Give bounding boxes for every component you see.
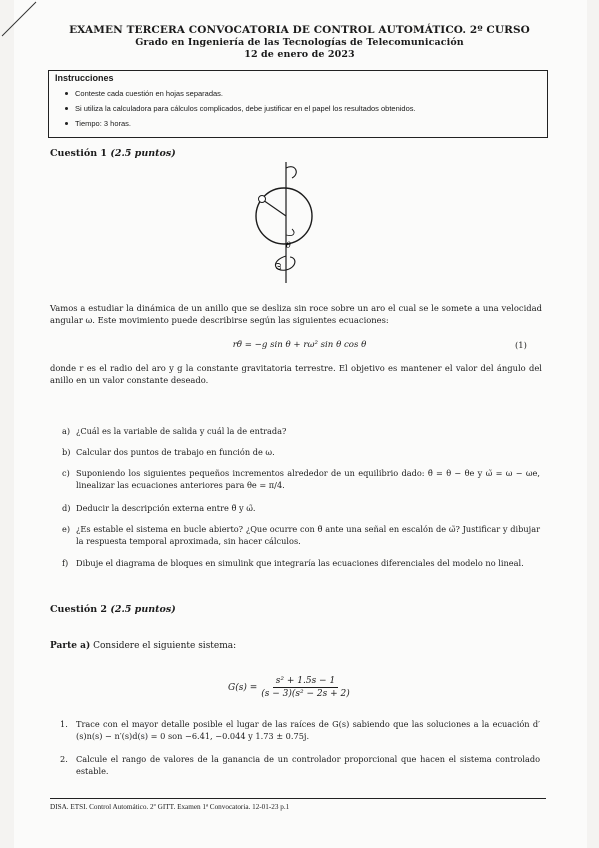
footer-divider [50, 798, 546, 799]
question-1-item [62, 446, 540, 458]
item-text: Calcule el rango de valores de la ganancia de un controlador proporcional que hacen el sistema controlado estable. [76, 754, 540, 776]
question-2-item [60, 753, 540, 777]
instruction-item: Si utiliza la calculadora para cálculos complicados, debe justificar en el papel los resultados obtenidos. [55, 104, 541, 113]
item-text: Deducir la descripción externa entre θ̃ y ω̃. [76, 503, 256, 513]
hoop-figure [236, 160, 336, 285]
tf-fraction [261, 676, 349, 699]
question-1-item [62, 557, 540, 569]
question-1-context: donde r es el radio del aro y g la constante gravitatoria terrestre. El objetivo es mantener el valor del ángulo del anillo en un valor constante deseado. [50, 363, 542, 385]
item-text: Calcular dos puntos de trabajo en función de ω. [76, 447, 275, 457]
question-1-intro: Vamos a estudiar la dinámica de un anillo que se desliza sin roce sobre un aro el cual se le somete a una velocidad angular ω. Este movimiento puede describirse según las siguientes ecuaciones: [50, 303, 542, 325]
item-label: a) [62, 426, 71, 436]
instruction-item: Tiempo: 3 horas. [55, 119, 541, 128]
theta-label: θ [286, 241, 291, 250]
question-1-item [62, 425, 540, 437]
equation-1: rθ̈ = −g sin θ + rω² sin θ cos θ [232, 340, 367, 350]
question-1-item [62, 467, 540, 491]
question-2-points: (2.5 puntos) [110, 604, 176, 615]
question-1-item [62, 502, 540, 514]
item-text: Dibuje el diagrama de bloques en simulink que integraría las ecuaciones diferenciales del modelo no lineal. [76, 558, 524, 568]
item-label: b) [62, 447, 71, 457]
question-1-label: Cuestión 1 [50, 148, 108, 159]
item-text: Suponiendo los siguientes pequeños incrementos alrededor de un equilibrio dado: θ̃ = θ − θe y ω̃ = ω − ωe, linealizar las ecuaciones anteriores para θe = π/4. [76, 468, 540, 490]
item-label: 1. [60, 719, 68, 729]
question-1-title [50, 148, 176, 159]
item-label: 2. [60, 754, 68, 764]
item-label: c) [62, 468, 70, 478]
tf-numerator: s² + 1.5s − 1 [273, 676, 338, 688]
page-footer: DISA. ETSI. Control Automático. 2º GITT. Examen 1ª Convocatoria. 12-01-23 p.1 [50, 803, 290, 811]
question-2-item [60, 718, 540, 742]
parte-a-label: Parte a) [50, 641, 91, 651]
equation-number: (1) [515, 340, 527, 350]
item-text: ¿Es estable el sistema en bucle abierto? ¿Que ocurre con θ̃ ante una señal en escalón de ω̃? Justificar y dibujar la respuesta temporal aproximada, sin hacer cálculos. [76, 524, 540, 546]
question-1-item [62, 523, 540, 547]
degree-title: Grado en Ingeniería de las Tecnologías de Telecomunicación [135, 37, 464, 48]
item-label: f) [62, 558, 69, 568]
parte-a [50, 641, 236, 651]
item-label: e) [62, 524, 71, 534]
transfer-function [228, 676, 350, 699]
item-label: d) [62, 503, 71, 513]
tf-lhs: G(s) = [228, 682, 258, 693]
instruction-item: Conteste cada cuestión en hojas separadas. [55, 89, 541, 98]
parte-a-text: Considere el siguiente sistema: [93, 641, 237, 651]
instructions-title: Instrucciones [55, 73, 114, 83]
question-1-points: (2.5 puntos) [110, 148, 176, 159]
item-text: ¿Cuál es la variable de salida y cuál la de entrada? [76, 426, 287, 436]
exam-title: EXAMEN TERCERA CONVOCATORIA DE CONTROL AUTOMÁTICO. 2º CURSO [69, 24, 530, 36]
item-text: Trace con el mayor detalle posible el lugar de las raíces de G(s) sabiendo que las soluciones a la ecuación d′(s)n(s) − n′(s)d(s) = 0 son −6.41, −0.044 y 1.73 ± 0.75j. [76, 719, 540, 741]
instructions-box [48, 70, 548, 138]
tf-denominator: (s − 3)(s² − 2s + 2) [261, 689, 350, 699]
exam-date: 12 de enero de 2023 [244, 49, 355, 60]
omega-label: ω [274, 262, 284, 270]
question-2-title [50, 604, 176, 615]
question-2-label: Cuestión 2 [50, 604, 108, 615]
